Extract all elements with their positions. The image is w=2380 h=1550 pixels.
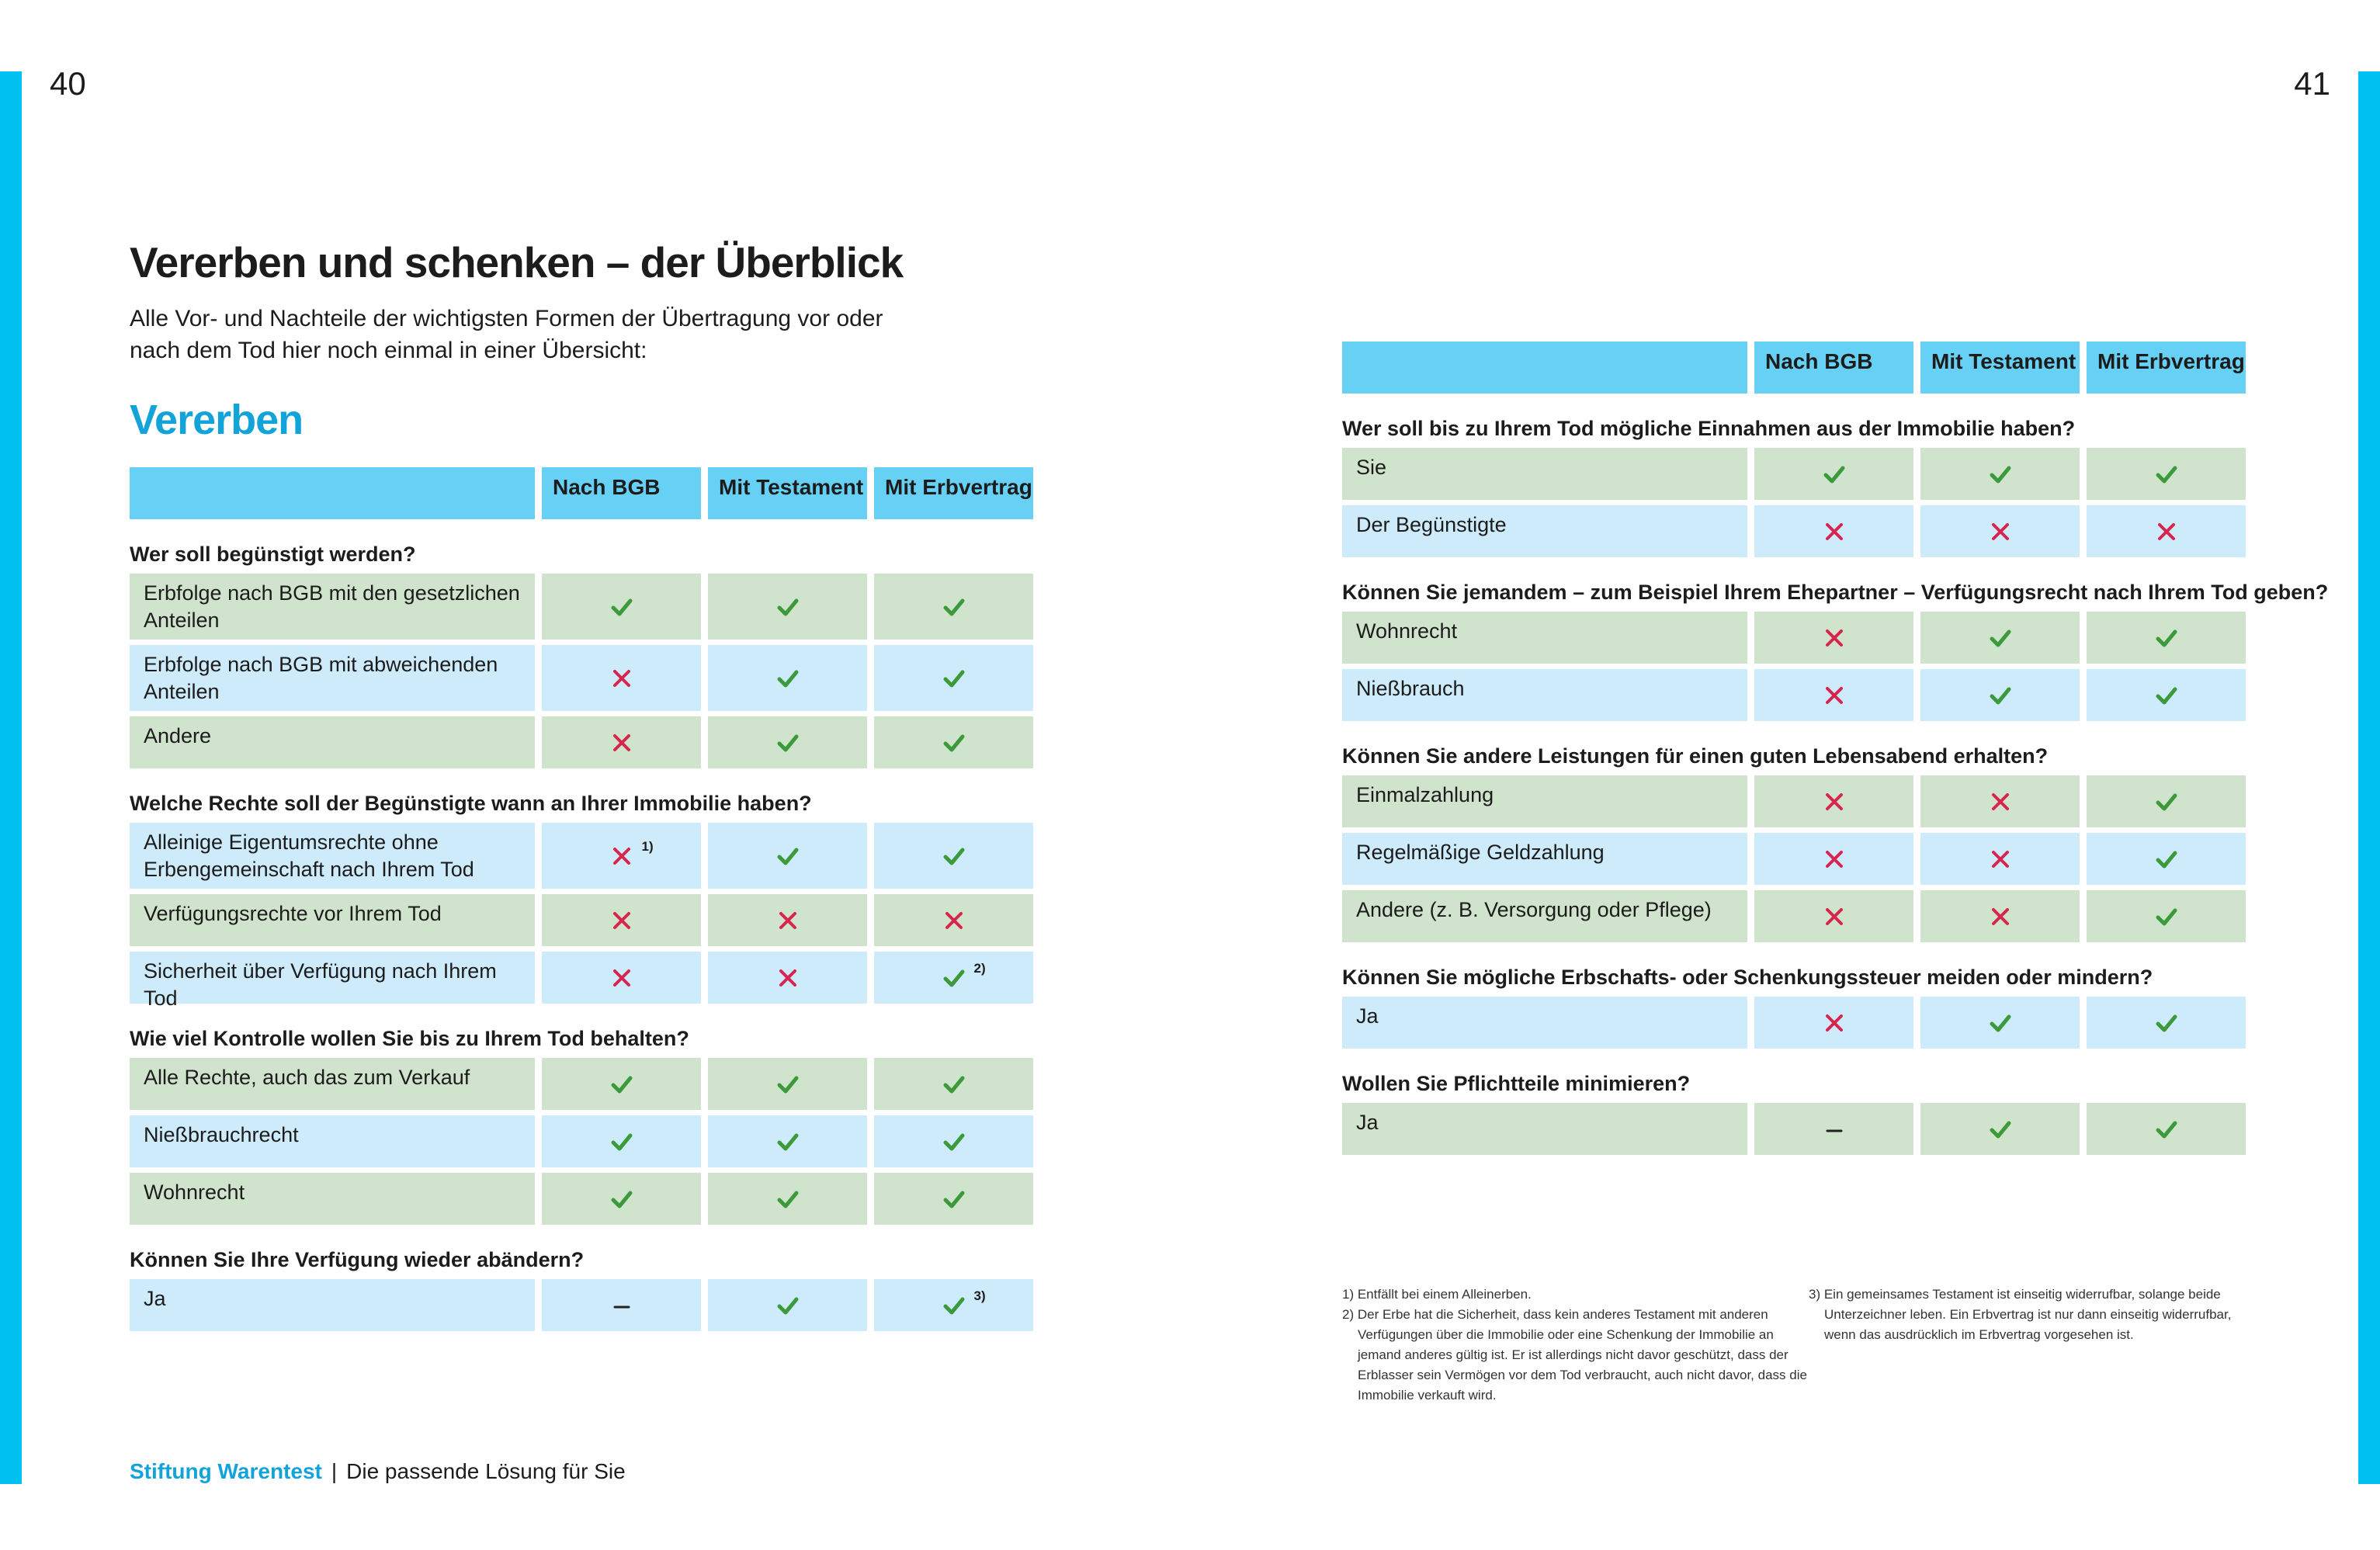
row-label: Nießbrauch [1342, 669, 1747, 721]
table-row [130, 1279, 986, 1331]
footnote: 3) Ein gemeinsames Testament ist einseitig widerrufbar, solange beide Unterzeichner leben. Ein Erbvertrag ist nur dann einseitig widerrufbar, wenn das ausdrücklich im Erbvertrag vorgesehen ist. [1809, 1287, 2232, 1342]
row-label: Erbfolge nach BGB mit den gesetzlichen Anteilen [130, 574, 535, 640]
mark-cell [1754, 775, 1913, 827]
cross-icon [1822, 904, 1847, 929]
question-group [1342, 721, 2328, 942]
cross-icon [609, 730, 634, 755]
dash-icon [609, 1293, 634, 1318]
mark-cell [874, 952, 1033, 1004]
check-icon [775, 1129, 800, 1154]
mark-cell [542, 894, 701, 946]
mark-cell [1754, 505, 1913, 557]
table-header [1342, 342, 2328, 394]
left-accent-bar [0, 71, 22, 1484]
mark-cell [2087, 775, 2246, 827]
question-group [1342, 1049, 2328, 1155]
footnote-marker: 3) [973, 1288, 986, 1303]
mark-cell [874, 1058, 1033, 1110]
check-icon [942, 1129, 966, 1154]
question-heading: Können Sie andere Leistungen für einen guten Lebensabend erhalten? [1342, 744, 2049, 768]
question-group [130, 768, 986, 1010]
mark-cell [2087, 890, 2246, 942]
footer-text: Die passende Lösung für Sie [346, 1459, 626, 1483]
mark-cell [1920, 997, 2080, 1049]
check-icon [609, 1129, 634, 1154]
question-group [1342, 394, 2328, 557]
check-icon [775, 666, 800, 691]
mark-cell [1920, 669, 2080, 721]
mark-cell [542, 1058, 701, 1110]
mark-cell [708, 823, 867, 889]
footer-separator: | [331, 1459, 338, 1483]
row-label: Ja [130, 1279, 535, 1331]
check-icon [942, 666, 966, 691]
table-row [1342, 890, 2328, 942]
cross-icon [1822, 683, 1847, 708]
check-icon [942, 966, 966, 990]
cross-icon [942, 908, 966, 933]
section-title: Vererben [130, 397, 304, 443]
check-icon [775, 1072, 800, 1097]
table-row [130, 1058, 812, 1110]
cross-icon [1988, 847, 2013, 872]
table-row [130, 823, 812, 889]
footnote: 2) Der Erbe hat die Sicherheit, dass kein anderes Testament mit anderen Verfügungen über die Immobilie oder eine Schenkung der Immobilie an jemand anderes gültig ist. Er ist allerdings nicht davor geschützt, dass der Erblasser sein Vermögen vor dem Tod verbraucht, auch nicht davor, dass die Immobilie verkauft wird. [1342, 1307, 1807, 1403]
question-heading: Können Sie jemandem – zum Beispiel Ihrem Ehepartner – Verfügungsrecht nach Ihrem Tod geben? [1342, 581, 2329, 604]
check-icon [775, 730, 800, 755]
mark-cell [874, 645, 1033, 711]
check-icon [942, 1293, 966, 1318]
mark-cell [1920, 890, 2080, 942]
check-icon [609, 1072, 634, 1097]
question-group [130, 519, 812, 768]
check-icon [2154, 904, 2179, 929]
check-icon [1988, 683, 2013, 708]
check-icon [1988, 1011, 2013, 1035]
footer-brand: Stiftung Warentest [130, 1459, 322, 1483]
question-heading: Welche Rechte soll der Begünstigte wann an Ihrer Immobilie haben? [130, 792, 812, 815]
mark-cell [1920, 833, 2080, 885]
check-icon [775, 844, 800, 869]
mark-cell [1754, 669, 1913, 721]
check-icon [609, 595, 634, 619]
check-icon [775, 595, 800, 619]
mark-cell [874, 1173, 1033, 1225]
mark-cell [874, 716, 1033, 768]
mark-cell [874, 823, 1033, 889]
question-group [1342, 557, 2328, 721]
mark-cell [708, 952, 867, 1004]
mark-cell [1754, 1103, 1913, 1155]
check-icon [2154, 1011, 2179, 1035]
row-label: Alle Rechte, auch das zum Verkauf [130, 1058, 535, 1110]
mark-cell [708, 1279, 867, 1331]
cross-icon [1988, 904, 2013, 929]
mark-cell [708, 645, 867, 711]
mark-cell [1920, 505, 2080, 557]
table-row [130, 716, 812, 768]
mark-cell [874, 894, 1033, 946]
mark-cell [2087, 669, 2246, 721]
cross-icon [1822, 626, 1847, 650]
right-accent-bar [2358, 71, 2380, 1484]
check-icon [2154, 789, 2179, 814]
check-icon [1822, 462, 1847, 487]
check-icon [1988, 1117, 2013, 1142]
footnotes-right [1809, 1285, 2243, 1345]
check-icon [2154, 1117, 2179, 1142]
mark-cell [1754, 997, 1913, 1049]
cross-icon [1822, 789, 1847, 814]
mark-cell [2087, 612, 2246, 664]
row-label: Regelmäßige Geldzahlung [1342, 833, 1747, 885]
row-label: Wohnrecht [130, 1173, 535, 1225]
table-row [130, 894, 812, 946]
question-heading: Wer soll bis zu Ihrem Tod mögliche Einnahmen aus der Immobilie haben? [1342, 417, 2076, 440]
row-label: Ja [1342, 997, 1747, 1049]
table-row [1342, 1103, 2328, 1155]
check-icon [609, 1187, 634, 1212]
table-row [130, 952, 986, 1010]
footnote-marker: 1) [641, 838, 654, 854]
mark-cell [708, 1115, 867, 1167]
question-group [130, 1004, 812, 1225]
table-row [1342, 775, 2328, 827]
row-label: Alleinige Eigentumsrechte ohne Erbengemeinschaft nach Ihrem Tod [130, 823, 535, 889]
mark-cell [2087, 448, 2246, 500]
check-icon [1988, 462, 2013, 487]
row-label: Der Begünstigte [1342, 505, 1747, 557]
page-title: Vererben und schenken – der Überblick [130, 238, 904, 286]
page-number-left: 40 [50, 65, 86, 102]
column-header: Nach BGB [542, 467, 701, 519]
table-row [130, 1115, 812, 1167]
footnote-marker: 2) [973, 960, 986, 976]
row-label: Verfügungsrechte vor Ihrem Tod [130, 894, 535, 946]
table-header [130, 467, 1032, 519]
row-label: Andere [130, 716, 535, 768]
row-label: Ja [1342, 1103, 1747, 1155]
check-icon [942, 730, 966, 755]
mark-cell [2087, 505, 2246, 557]
mark-cell [542, 952, 701, 1004]
mark-cell [542, 574, 701, 640]
dash-icon [1822, 1117, 1847, 1142]
cross-icon [775, 908, 800, 933]
table-row [130, 574, 812, 640]
cross-icon [1822, 847, 1847, 872]
footer [130, 1459, 626, 1484]
question-heading: Können Sie mögliche Erbschafts- oder Schenkungssteuer meiden oder mindern? [1342, 966, 2153, 989]
comparison-table-right [1342, 342, 2328, 1155]
mark-cell [2087, 833, 2246, 885]
check-icon [1988, 626, 2013, 650]
check-icon [2154, 626, 2179, 650]
mark-cell [708, 1173, 867, 1225]
mark-cell [2087, 1103, 2246, 1155]
footnotes-left [1342, 1285, 1808, 1406]
table-row [1342, 448, 2328, 500]
mark-cell [1754, 448, 1913, 500]
cross-icon [609, 844, 634, 869]
cross-icon [609, 966, 634, 990]
question-heading: Können Sie Ihre Verfügung wieder abändern? [130, 1248, 585, 1271]
question-group [1342, 942, 2328, 1049]
table-row [1342, 833, 2328, 885]
cross-icon [1822, 1011, 1847, 1035]
column-header: Mit Erbvertrag [2087, 342, 2246, 394]
mark-cell [542, 645, 701, 711]
table-row [1342, 997, 2328, 1049]
cross-icon [775, 966, 800, 990]
row-label: Einmalzahlung [1342, 775, 1747, 827]
check-icon [775, 1187, 800, 1212]
mark-cell [1754, 612, 1913, 664]
cross-icon [1988, 789, 2013, 814]
header-blank-cell [1342, 342, 1747, 394]
page-number-right: 41 [2294, 65, 2330, 102]
check-icon [942, 1072, 966, 1097]
mark-cell [874, 574, 1033, 640]
comparison-table-left [130, 467, 1032, 1331]
mark-cell [1920, 775, 2080, 827]
column-header: Mit Erbvertrag [874, 467, 1033, 519]
row-label: Nießbrauchrecht [130, 1115, 535, 1167]
question-heading: Wollen Sie Pflichtteile minimieren? [1342, 1072, 1691, 1095]
mark-cell [542, 1115, 701, 1167]
mark-cell [1920, 1103, 2080, 1155]
cross-icon [609, 666, 634, 691]
mark-cell [1754, 833, 1913, 885]
question-group [130, 1225, 986, 1331]
row-label: Sicherheit über Verfügung nach Ihrem Tod [130, 952, 535, 1004]
mark-cell [708, 716, 867, 768]
question-heading: Wie viel Kontrolle wollen Sie bis zu Ihrem Tod behalten? [130, 1027, 689, 1050]
mark-cell [708, 1058, 867, 1110]
cross-icon [1822, 519, 1847, 544]
table-row [1342, 505, 2328, 557]
mark-cell [542, 823, 701, 889]
check-icon [2154, 683, 2179, 708]
row-label: Wohnrecht [1342, 612, 1747, 664]
table-row [1342, 612, 2328, 664]
cross-icon [609, 908, 634, 933]
mark-cell [2087, 997, 2246, 1049]
check-icon [942, 595, 966, 619]
mark-cell [1920, 612, 2080, 664]
mark-cell [708, 894, 867, 946]
column-header: Mit Testament [708, 467, 867, 519]
mark-cell [542, 716, 701, 768]
row-label: Sie [1342, 448, 1747, 500]
mark-cell [708, 574, 867, 640]
intro-text: Alle Vor- und Nachteile der wichtigsten Formen der Übertragung vor oder nach dem Tod hier noch einmal in einer Übersicht: [130, 306, 883, 363]
mark-cell [874, 1279, 1033, 1331]
mark-cell [1920, 448, 2080, 500]
cross-icon [2154, 519, 2179, 544]
check-icon [942, 844, 966, 869]
footnote: 1) Entfällt bei einem Alleinerben. [1342, 1287, 1532, 1302]
cross-icon [1988, 519, 2013, 544]
check-icon [2154, 847, 2179, 872]
check-icon [942, 1187, 966, 1212]
column-header: Nach BGB [1754, 342, 1913, 394]
mark-cell [542, 1173, 701, 1225]
row-label: Erbfolge nach BGB mit abweichenden Anteilen [130, 645, 535, 711]
column-header: Mit Testament [1920, 342, 2080, 394]
check-icon [2154, 462, 2179, 487]
question-heading: Wer soll begünstigt werden? [130, 543, 416, 566]
table-row [130, 645, 812, 711]
table-row [1342, 669, 2328, 721]
mark-cell [542, 1279, 701, 1331]
header-blank-cell [130, 467, 535, 519]
table-row [130, 1173, 812, 1225]
row-label: Andere (z. B. Versorgung oder Pflege) [1342, 890, 1747, 942]
check-icon [775, 1293, 800, 1318]
mark-cell [1754, 890, 1913, 942]
mark-cell [874, 1115, 1033, 1167]
